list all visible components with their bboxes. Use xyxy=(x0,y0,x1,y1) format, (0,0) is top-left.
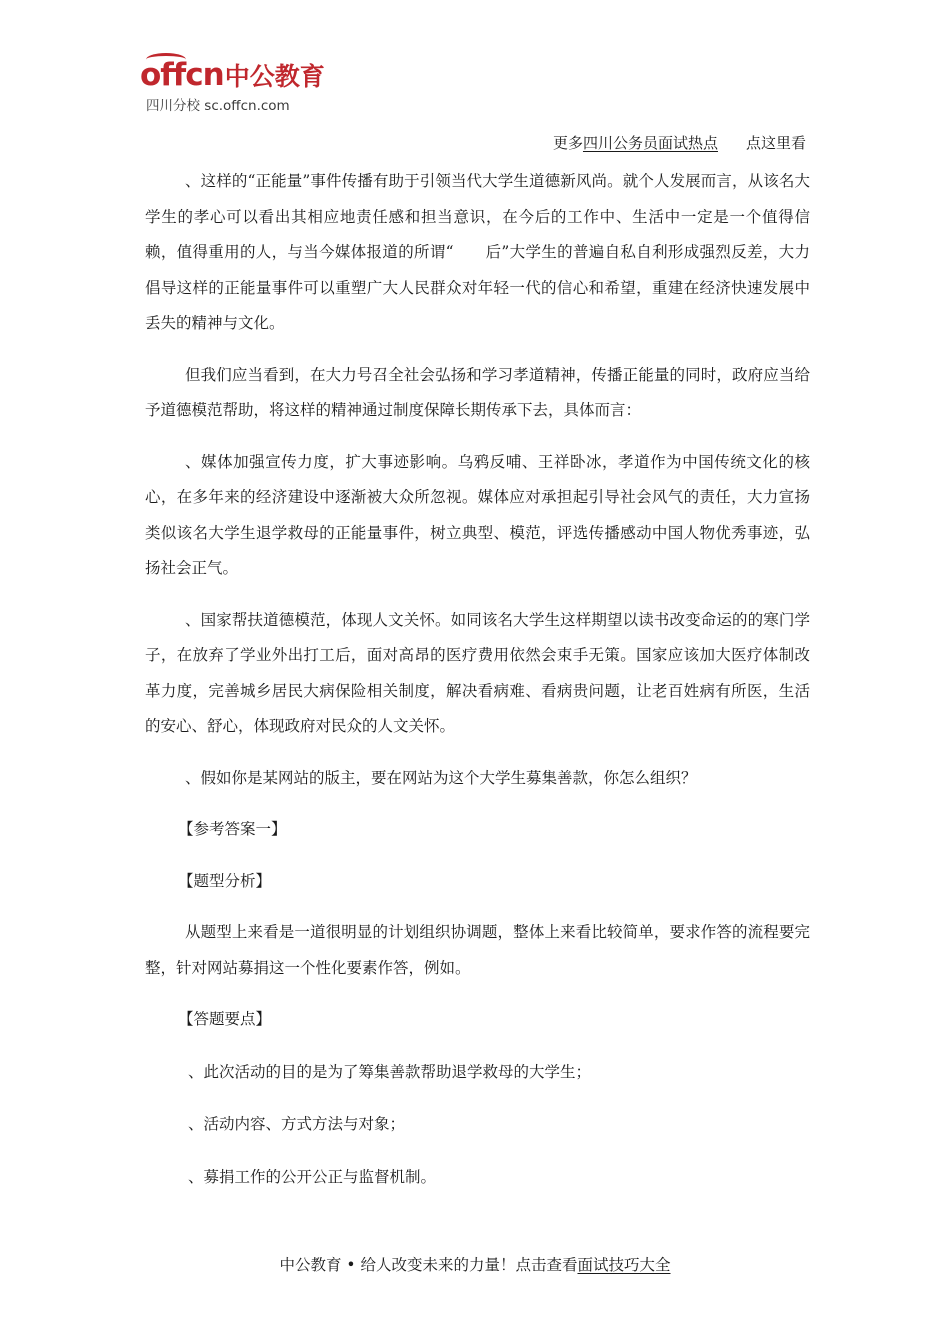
logo-wordmark xyxy=(140,57,325,93)
top-prefix: 更多 xyxy=(552,134,583,152)
paragraph-government-help: 但我们应当看到，在大力号召全社会弘扬和学习孝道精神，传播正能量的同时，政府应当给予道德模范帮助，将这样的精神通过制度保障长期传承下去，具体而言： xyxy=(145,365,810,419)
top-promo-line xyxy=(553,132,806,154)
footer-promo xyxy=(0,1250,950,1280)
answer-point-2: 、活动内容、方式方法与对象； xyxy=(188,1115,406,1133)
question-type-analysis: 从题型上来看是一道很明显的计划组织协调题，整体上来看比较简单，要求作答的流程要完整，针对网站募捐这一个性化要素作答，例如。 xyxy=(145,923,810,977)
footer-slogan: 中公教育 • 给人改变未来的力量！点击查看 xyxy=(279,1256,578,1274)
article-body xyxy=(145,164,810,1195)
answer-point-3: 、募捐工作的公开公正与监督机制。 xyxy=(188,1167,437,1186)
click-here-link[interactable]: 点这里看 xyxy=(745,134,806,152)
offcn-logo xyxy=(140,57,325,114)
answer-point-1: 、此次活动的目的是为了筹集善款帮助退学救母的大学生； xyxy=(188,1062,592,1081)
answer-points-heading: 【答题要点】 xyxy=(178,1010,272,1028)
reference-answer-heading: 【参考答案一】 xyxy=(178,820,287,838)
logo-subtitle: 四川分校 sc.offcn.com xyxy=(146,98,290,114)
paragraph-positive-energy: 、这样的“正能量”事件传播有助于引领当代大学生道德新风尚。就个人发展而言，从该名大学生的孝心可以看出其相应地责任感和担当意识，在今后的工作中、生活中一定是一个值得信赖，值得重用的人，与当今媒体报道的所谓“ 后”大学生的普遍自私自利形成强烈反差，大力倡导这样的正能量事件可以重塑广大人民群众对年轻一代的信心和希望，重建在经济快速发展中丢失的精神与文化。 xyxy=(145,172,810,332)
question-type-heading: 【题型分析】 xyxy=(178,871,272,890)
paragraph-state-support: 、国家帮扶道德模范，体现人文关怀。如同该名大学生这样期望以读书改变命运的的寒门学子，在放弃了学业外出打工后，面对高昂的医疗费用依然会束手无策。国家应该加大医疗体制改革力度，完善城乡居民大病保险相关制度，解决看病难、看病贵问题，让老百姓病有所医，生活的安心、舒心，体现政府对民众的人文关怀。 xyxy=(145,610,810,735)
sichuan-interview-hot-link[interactable]: 四川公务员面试热点 xyxy=(582,134,718,152)
question-fundraising: 、假如你是某网站的版主，要在网站为这个大学生募集善款，你怎么组织？ xyxy=(185,768,697,787)
logo-chinese: 中公教育 xyxy=(224,62,325,91)
logo-arc-icon xyxy=(146,53,186,66)
interview-tips-link[interactable]: 面试技巧大全 xyxy=(577,1256,671,1274)
paragraph-media-promotion: 、媒体加强宣传力度，扩大事迹影响。乌鸦反哺、王祥卧冰，孝道作为中国传统文化的核心，在多年来的经济建设中逐渐被大众所忽视。媒体应对承担起引导社会风气的责任，大力宣扬类似该名大学生退学救母的正能量事件，树立典型、模范，评选传播感动中国人物优秀事迹，弘扬社会正气。 xyxy=(145,452,810,577)
logo-latin: offcn xyxy=(140,57,224,93)
